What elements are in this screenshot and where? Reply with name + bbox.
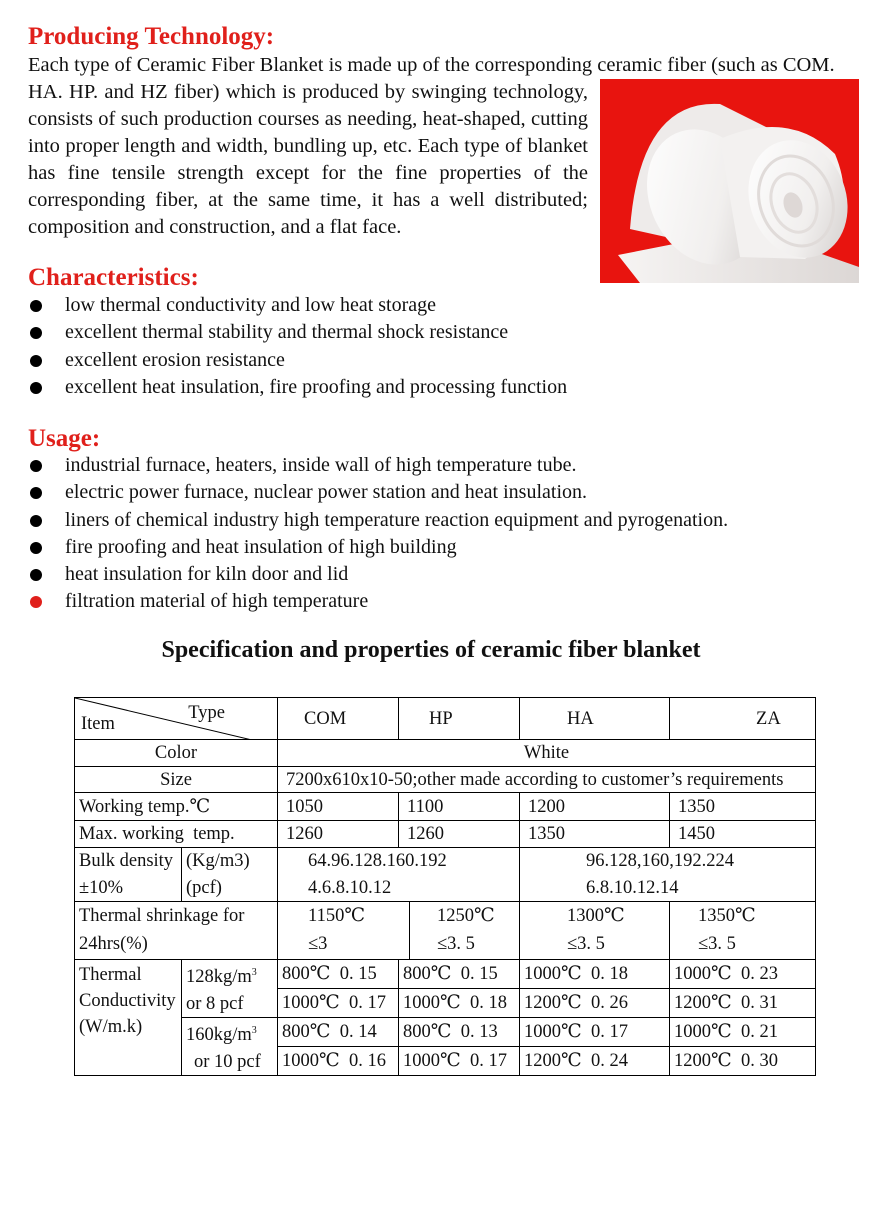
table-cell: 800℃ 0. 15 (399, 960, 520, 989)
type-ha-header: HA (520, 698, 670, 740)
table-row (75, 930, 816, 960)
type-item-header-cell (75, 698, 278, 740)
table-cell: 800℃ 0. 13 (399, 1018, 520, 1047)
table-cell: 1200℃ 0. 26 (520, 989, 670, 1018)
list-item: low thermal conductivity and low heat storage (28, 292, 567, 319)
table-cell: 1000℃ 0. 17 (278, 989, 399, 1018)
conductivity-group-160: $160kg/m^3$ or 10 pcf (182, 1018, 278, 1076)
list-item: fire proofing and heat insulation of high building (28, 534, 728, 561)
table-cell: 1000℃ 0. 23 (670, 960, 816, 989)
table-cell: 1000℃ 0. 17 (520, 1018, 670, 1047)
list-item: excellent thermal stability and thermal shock resistance (28, 319, 567, 346)
table-cell: 1260 (278, 821, 399, 848)
table-cell: 1450 (670, 821, 816, 848)
table-cell: 1200℃ 0. 30 (670, 1047, 816, 1076)
characteristics-list (28, 292, 567, 401)
producing-first-line: Each type of Ceramic Fiber Blanket is made up of the corresponding ceramic fiber (such as COM. (28, 54, 835, 76)
table-cell: 1000℃ 0. 16 (278, 1047, 399, 1076)
table-cell: ≤3 (278, 930, 410, 960)
producing-body: HA. HP. and HZ fiber) which is produced by swinging technology, consists of such production courses as needing, heat-shaped, cutting into proper length and width, bundling up, etc. Each type of blanket has fine tensile strength except for the fine properties of the corresponding fiber, at the same time, it has a well distributed; composition and construction, and a flat face. (28, 81, 588, 238)
table-cell: 1350℃ (670, 902, 816, 930)
spec-title: Specification and properties of ceramic fiber blanket (161, 637, 701, 663)
spec-table (74, 697, 816, 1076)
type-hp-header: HP (399, 698, 520, 740)
table-cell: 1150℃ (278, 902, 410, 930)
producing-heading: Producing Technology: (28, 23, 275, 50)
usage-heading: Usage: (28, 425, 101, 452)
table-cell: 4.6.8.10.12 (278, 875, 520, 902)
table-cell: ≤3. 5 (670, 930, 816, 960)
table-cell: ≤3. 5 (520, 930, 670, 960)
list-item: excellent heat insulation, fire proofing and processing function (28, 374, 567, 401)
list-item: heat insulation for kiln door and lid (28, 561, 728, 588)
table-row (75, 821, 816, 848)
table-row (75, 740, 816, 767)
type-com-header: COM (278, 698, 399, 740)
product-photo (600, 79, 859, 283)
bullet-icon (30, 515, 42, 527)
list-item: electric power furnace, nuclear power station and heat insulation. (28, 479, 728, 506)
list-item: liners of chemical industry high temperature reaction equipment and pyrogenation. (28, 507, 728, 534)
table-cell: 1300℃ (520, 902, 670, 930)
bulk-density-unit-kg: (Kg/m3) (182, 848, 278, 875)
bullet-icon (30, 542, 42, 554)
table-cell: 1050 (278, 793, 399, 821)
table-cell: 1000℃ 0. 18 (520, 960, 670, 989)
bullet-icon (30, 487, 42, 499)
working-temp-label: Working temp.℃ (75, 793, 278, 821)
bulk-density-label: Bulk density (75, 848, 182, 875)
table-cell: 1200℃ 0. 24 (520, 1047, 670, 1076)
table-row (75, 960, 816, 989)
list-item: excellent erosion resistance (28, 347, 567, 374)
bullet-icon (30, 596, 42, 608)
ceramic-blanket-image (600, 79, 859, 283)
bullet-icon (30, 300, 42, 312)
table-cell: 1350 (670, 793, 816, 821)
bulk-density-unit-pcf: (pcf) (182, 875, 278, 902)
list-item: filtration material of high temperature (28, 588, 728, 615)
list-item: industrial furnace, heaters, inside wall of high temperature tube. (28, 452, 728, 479)
table-row (75, 793, 816, 821)
table-row (75, 875, 816, 902)
type-header: Type (188, 703, 225, 723)
color-value: White (278, 740, 816, 767)
usage-list (28, 452, 728, 616)
bullet-icon (30, 569, 42, 581)
type-za-header: ZA (670, 698, 816, 740)
characteristics-heading: Characteristics: (28, 264, 199, 291)
table-cell: 1250℃ (410, 902, 520, 930)
bullet-icon (30, 460, 42, 472)
color-label: Color (75, 740, 278, 767)
size-label: Size (75, 767, 278, 793)
table-cell: 96.128,160,192.224 (520, 848, 816, 875)
shrinkage-label-line1: Thermal shrinkage for (75, 902, 278, 930)
table-row (75, 848, 816, 875)
table-cell: 1000℃ 0. 18 (399, 989, 520, 1018)
table-cell: 1260 (399, 821, 520, 848)
table-row (75, 1018, 816, 1047)
table-cell: 1200℃ 0. 31 (670, 989, 816, 1018)
table-cell: 6.8.10.12.14 (520, 875, 816, 902)
shrinkage-label-line2: 24hrs(%) (75, 930, 278, 960)
conductivity-label: Thermal Conductivity (W/m.k) (75, 960, 182, 1076)
size-value: 7200x610x10-50;other made according to customer’s requirements (278, 767, 816, 793)
table-row (75, 902, 816, 930)
table-cell: 64.96.128.160.192 (278, 848, 520, 875)
table-row (75, 698, 816, 740)
table-cell: 1100 (399, 793, 520, 821)
table-cell: 1350 (520, 821, 670, 848)
table-cell: 1200 (520, 793, 670, 821)
bullet-icon (30, 327, 42, 339)
bullet-icon (30, 355, 42, 367)
item-header: Item (81, 714, 115, 734)
table-cell: 800℃ 0. 14 (278, 1018, 399, 1047)
bullet-icon (30, 382, 42, 394)
table-row (75, 767, 816, 793)
table-cell: 800℃ 0. 15 (278, 960, 399, 989)
table-cell: 1000℃ 0. 21 (670, 1018, 816, 1047)
table-cell: 1000℃ 0. 17 (399, 1047, 520, 1076)
table-cell: ≤3. 5 (410, 930, 520, 960)
conductivity-group-128: $128kg/m^3$ or 8 pcf (182, 960, 278, 1018)
max-working-temp-label: Max. working temp. (75, 821, 278, 848)
bulk-density-tolerance: ±10% (75, 875, 182, 902)
